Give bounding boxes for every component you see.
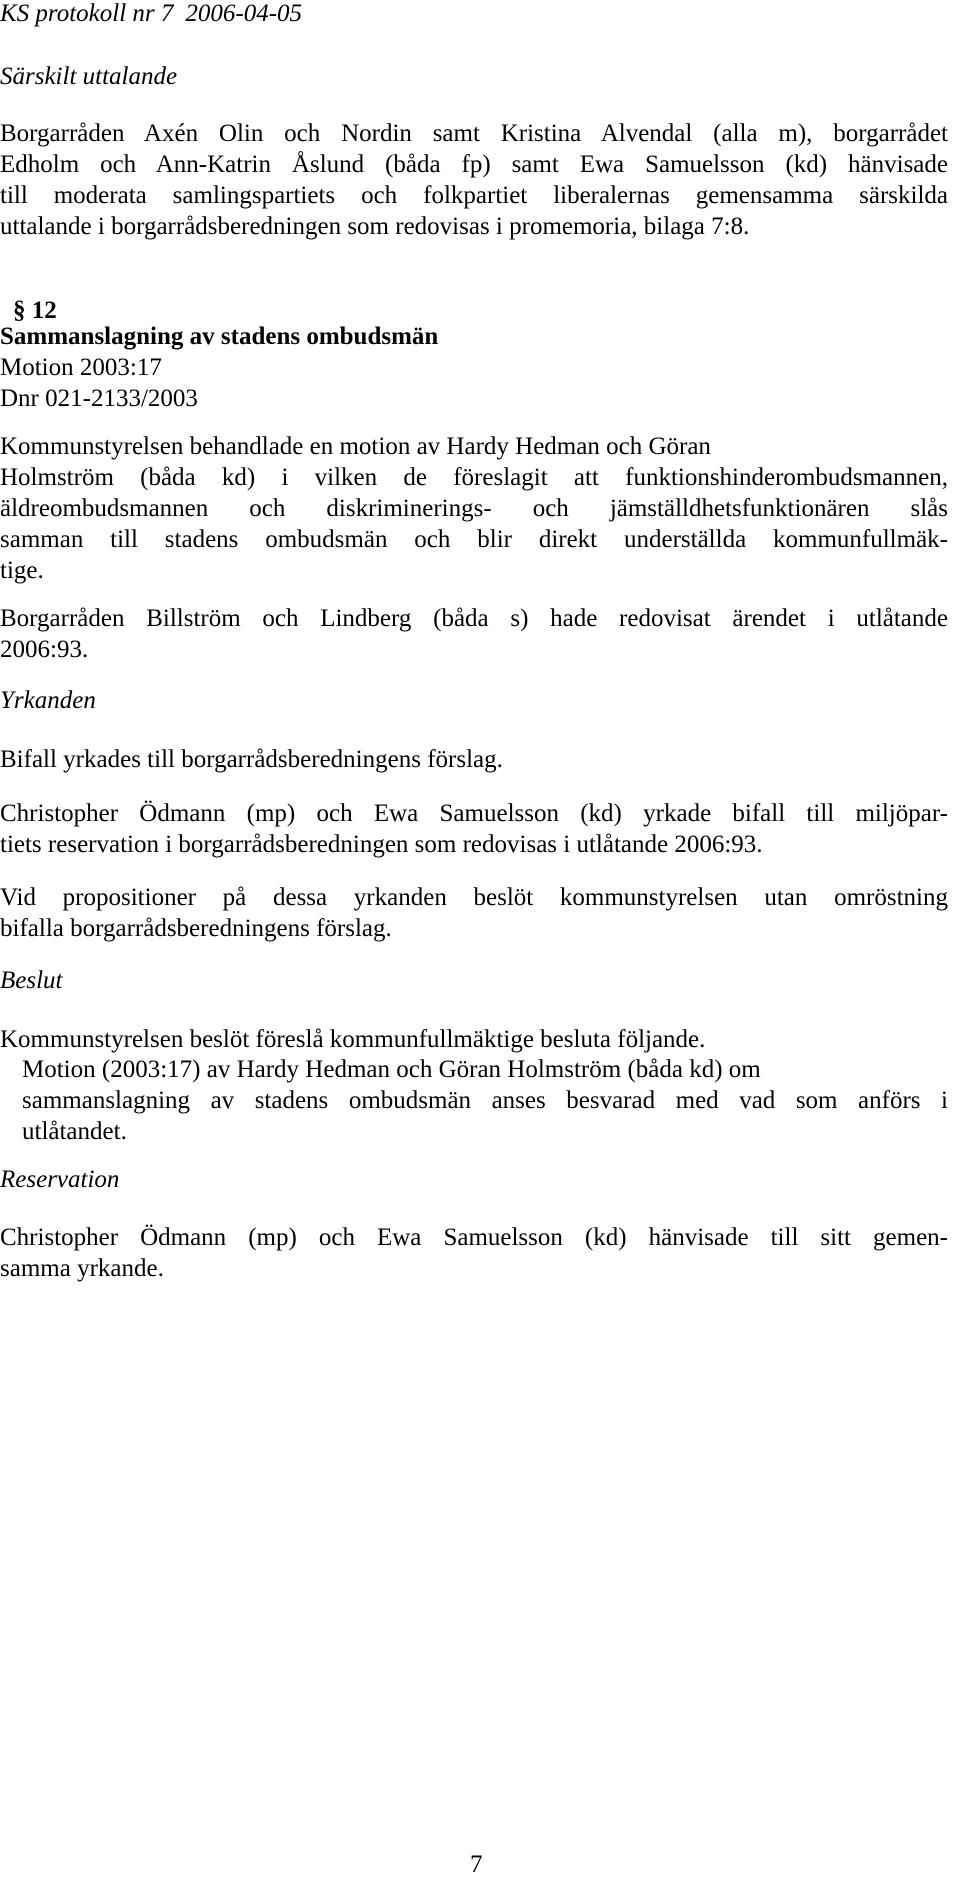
special-statement-heading: Särskilt uttalande [0, 63, 178, 90]
protocol-title: KS protokoll nr 7 [0, 0, 174, 27]
beslut-decision-line: sammanslagning av stadens ombudsmän anses besvarad med vad som anförs i [22, 1087, 948, 1114]
beslut-decision-line: utlåtandet. [22, 1118, 127, 1145]
yrkanden-heading: Yrkanden [0, 687, 96, 714]
special-statement-line: Edholm och Ann-Katrin Åslund (båda fp) samt Ewa Samuelsson (kd) hänvisade [0, 151, 948, 178]
intro-line: tige. [0, 557, 44, 584]
page-number: 7 [470, 1851, 483, 1878]
intro-line: äldreombudsmannen och diskriminerings- och jämställdhetsfunktionären slås [0, 495, 948, 522]
protocol-date: 2006-04-05 [185, 0, 303, 27]
beslut-intro [0, 1024, 948, 1055]
special-statement-line: till moderata samlingspartiets och folkpartiet liberalernas gemensamma särskilda [0, 182, 948, 209]
yrkanden-paragraph-1 [0, 744, 948, 775]
yrkanden-line: Christopher Ödmann (mp) och Ewa Samuelsson (kd) yrkade bifall till miljöpar- [0, 800, 948, 827]
dnr-reference: Dnr 021-2133/2003 [0, 385, 198, 412]
beslut-decision-line: Motion (2003:17) av Hardy Hedman och Göran Holmström (båda kd) om [22, 1056, 761, 1083]
yrkanden-line: Bifall yrkades till borgarrådsberedningens förslag. [0, 746, 503, 773]
reservation-heading: Reservation [0, 1166, 120, 1193]
beslut-decision [22, 1054, 948, 1147]
report-line: Borgarråden Billström och Lindberg (båda s) hade redovisat ärendet i utlåtande [0, 605, 948, 632]
item-title: Sammanslagning av stadens ombudsmän [0, 323, 439, 350]
reservation-line: samma yrkande. [0, 1255, 164, 1282]
special-statement-paragraph [0, 118, 948, 242]
reservation-line: Christopher Ödmann (mp) och Ewa Samuelsson (kd) hänvisade till sitt gemen- [0, 1224, 948, 1251]
report-paragraph [0, 603, 948, 665]
intro-line: samman till stadens ombudsmän och blir direkt underställda kommunfullmäk- [0, 526, 948, 553]
yrkanden-paragraph-3 [0, 882, 948, 944]
special-statement-line: Borgarråden Axén Olin och Nordin samt Kristina Alvendal (alla m), borgarrådet [0, 120, 948, 147]
report-line: 2006:93. [0, 636, 89, 663]
reservation-paragraph [0, 1222, 948, 1284]
beslut-heading: Beslut [0, 967, 63, 994]
page-header [0, 0, 302, 28]
beslut-line: Kommunstyrelsen beslöt föreslå kommunfullmäktige besluta följande. [0, 1026, 706, 1053]
motion-reference: Motion 2003:17 [0, 354, 162, 381]
special-statement-line: uttalande i borgarrådsberedningen som redovisas i promemoria, bilaga 7:8. [0, 213, 750, 240]
intro-line: Kommunstyrelsen behandlade en motion av Hardy Hedman och Göran [0, 433, 711, 460]
yrkanden-paragraph-2 [0, 798, 948, 860]
yrkanden-line: bifalla borgarrådsberedningens förslag. [0, 915, 392, 942]
item-header [0, 321, 948, 414]
intro-paragraph [0, 431, 948, 586]
intro-line: Holmström (båda kd) i vilken de föreslagit att funktionshinderombudsmannen, [0, 464, 948, 491]
section-number: § 12 [13, 297, 57, 324]
yrkanden-line: Vid propositioner på dessa yrkanden beslöt kommunstyrelsen utan omröstning [0, 884, 948, 911]
yrkanden-line: tiets reservation i borgarrådsberedningen som redovisas i utlåtande 2006:93. [0, 831, 763, 858]
